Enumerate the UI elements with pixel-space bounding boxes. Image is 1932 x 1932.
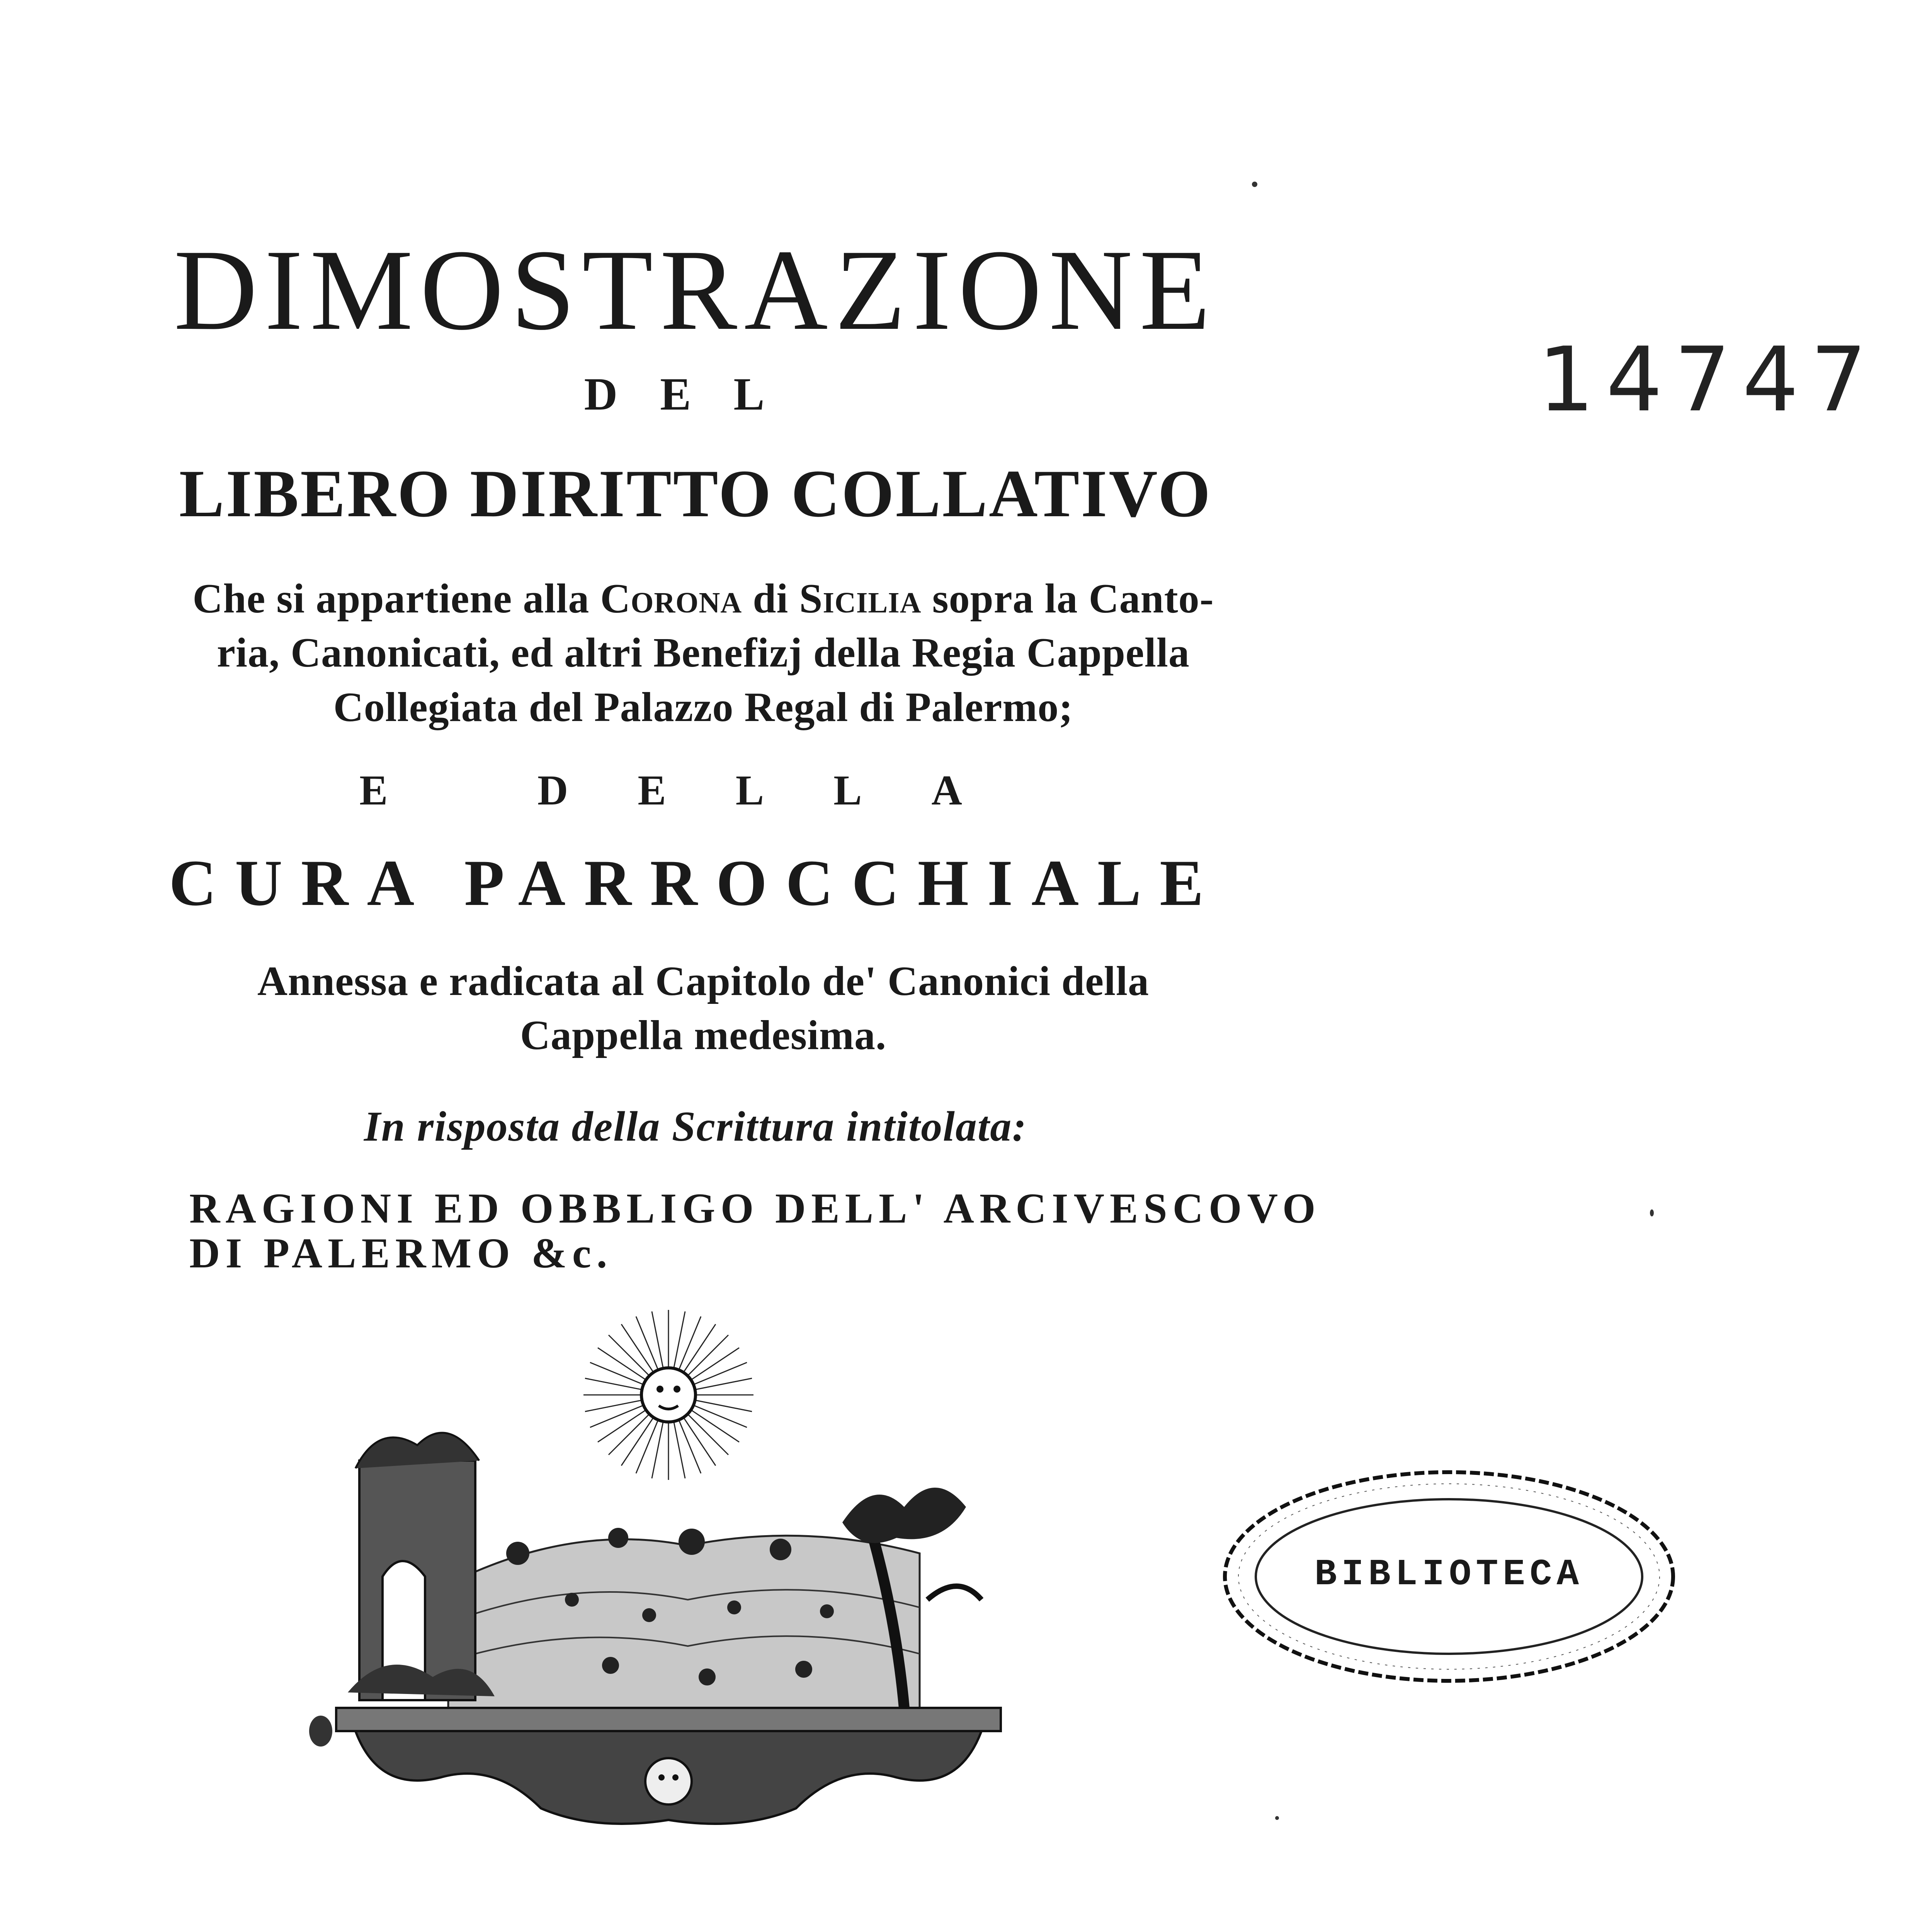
e-della-heading: E DELLA — [359, 767, 1032, 814]
ink-speck — [1275, 1816, 1279, 1820]
ink-speck — [309, 1716, 332, 1747]
referenced-work-line-2: DI PALERMO &c. — [189, 1229, 613, 1277]
landscape — [448, 1528, 920, 1712]
description-line-1: Che si appartiene alla Corona di Sicilia sopra la Canto- — [192, 576, 1214, 622]
ruin-tower — [348, 1433, 495, 1700]
page-subtitle: LIBERO DIRITTO COLLATIVO — [179, 456, 1212, 531]
referenced-work-line-1: RAGIONI ED OBBLIGO DELL' ARCIVESCOVO — [189, 1185, 1321, 1232]
sun-icon — [583, 1310, 753, 1480]
annessa-paragraph — [162, 954, 1244, 1063]
ornamental-base — [336, 1708, 1001, 1824]
ink-speck — [1252, 182, 1257, 187]
accession-number: 14747 — [1538, 328, 1879, 432]
description-line-3: Collegiata del Palazzo Regal di Palermo; — [333, 684, 1073, 730]
ink-speck — [1650, 1209, 1654, 1216]
annessa-line-2: Cappella medesima. — [520, 1012, 886, 1059]
description-line-2: ria, Canonicati, ed altri Benefizj della Regia Cappella — [217, 630, 1190, 676]
cura-heading: CURA PARROCCHIALE — [169, 847, 1222, 919]
woodcut-vignette — [301, 1306, 1036, 1859]
page-title: DIMOSTRAZIONE — [173, 226, 1218, 354]
referenced-work-title — [189, 1185, 1321, 1277]
description-paragraph — [162, 572, 1244, 735]
annessa-line-1: Annessa e radicata al Capitolo de' Canonici della — [257, 958, 1150, 1004]
title-del: DEL — [584, 368, 807, 420]
library-stamp-label: BIBLIOTECA — [1314, 1553, 1584, 1595]
response-line: In risposta della Scrittura intitolata: — [364, 1103, 1027, 1150]
